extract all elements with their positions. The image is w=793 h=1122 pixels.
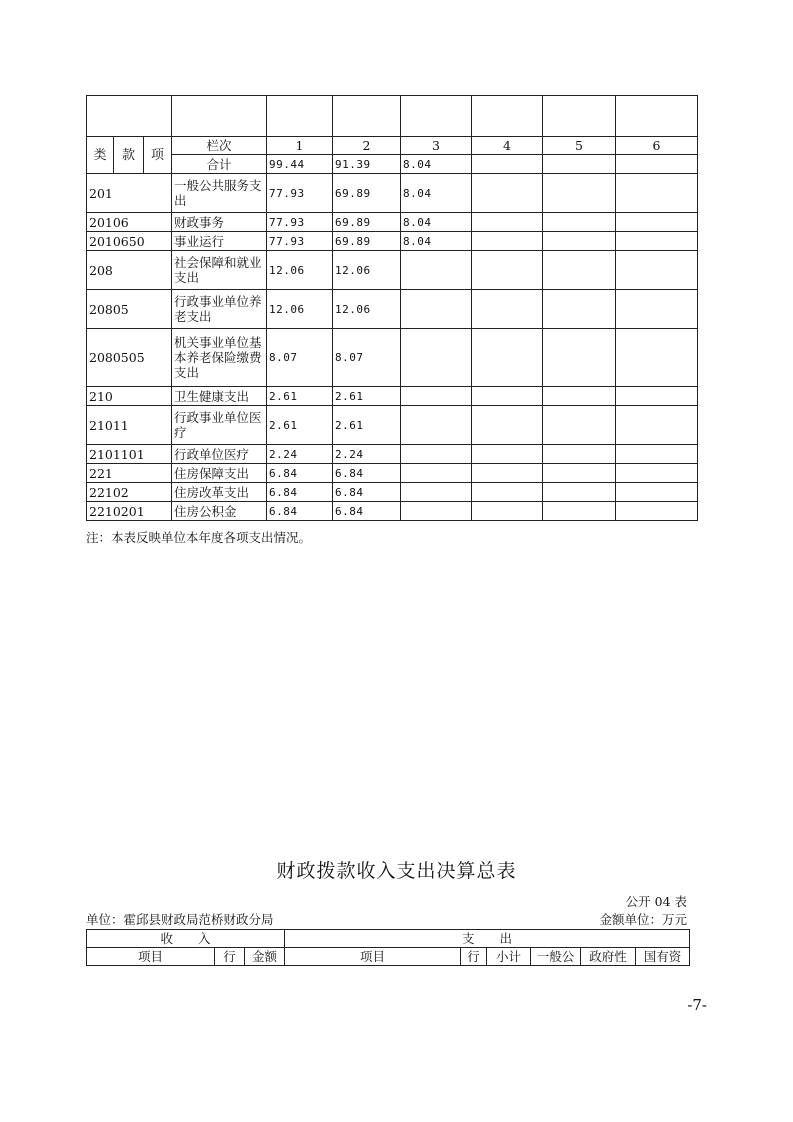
row-name: 行政事业单位养老支出 (172, 290, 267, 329)
row-code: 2101101 (87, 445, 172, 464)
row-value (543, 406, 616, 445)
row-value (401, 502, 472, 521)
row-code: 20106 (87, 213, 172, 232)
row-value: 2.61 (267, 387, 333, 406)
expense-header: 支 出 (285, 930, 690, 948)
row-value: 69.89 (333, 232, 401, 251)
column-number: 2 (333, 137, 401, 155)
row-value (543, 502, 616, 521)
row-value (472, 464, 543, 483)
table-row (87, 406, 698, 445)
row-value: 12.06 (333, 251, 401, 290)
row-name: 机关事业单位基本养老保险缴费支出 (172, 329, 267, 387)
row-name: 住房改革支出 (172, 483, 267, 502)
row-name: 行政单位医疗 (172, 445, 267, 464)
blank-cell (543, 96, 616, 137)
row-value: 12.06 (267, 251, 333, 290)
total-value (616, 155, 698, 174)
row-value: 6.84 (267, 502, 333, 521)
row-value (472, 483, 543, 502)
row-name: 行政事业单位医疗 (172, 406, 267, 445)
expense-col-header: 政府性 (581, 948, 636, 966)
expenditure-detail-table (86, 95, 698, 521)
row-value (543, 232, 616, 251)
row-value (543, 483, 616, 502)
row-value: 69.89 (333, 174, 401, 213)
row-value (472, 213, 543, 232)
total-value (472, 155, 543, 174)
expense-col-header: 行 (461, 948, 487, 966)
blank-cell (616, 96, 698, 137)
row-value (616, 329, 698, 387)
row-value: 6.84 (333, 502, 401, 521)
column-number: 4 (472, 137, 543, 155)
table-row (87, 483, 698, 502)
row-value: 2.24 (267, 445, 333, 464)
blank-cell (401, 96, 472, 137)
row-value (472, 251, 543, 290)
row-name: 社会保障和就业支出 (172, 251, 267, 290)
row-value (543, 174, 616, 213)
row-name: 财政事务 (172, 213, 267, 232)
row-value: 2.61 (333, 387, 401, 406)
table-row (87, 213, 698, 232)
page-number: -7- (687, 996, 707, 1014)
row-value (616, 251, 698, 290)
row-value (401, 290, 472, 329)
row-value (472, 174, 543, 213)
row-value (401, 387, 472, 406)
row-value (472, 406, 543, 445)
row-value (543, 290, 616, 329)
table-row (87, 290, 698, 329)
row-value: 6.84 (267, 483, 333, 502)
column-number: 1 (267, 137, 333, 155)
row-value (472, 232, 543, 251)
row-value (543, 464, 616, 483)
amount-unit: 金额单位：万元 (599, 912, 687, 927)
total-value: 91.39 (333, 155, 401, 174)
table-code: 公开 04 表 (625, 894, 687, 909)
row-value: 2.61 (267, 406, 333, 445)
row-value (401, 445, 472, 464)
row-value: 2.24 (333, 445, 401, 464)
section-title: 财政拨款收入支出决算总表 (276, 860, 517, 882)
blank-cell (333, 96, 401, 137)
row-value (472, 387, 543, 406)
row-value (543, 251, 616, 290)
expense-col-header: 一般公 (531, 948, 581, 966)
column-index-label: 栏次 (172, 137, 267, 155)
row-code: 208 (87, 251, 172, 290)
table-row (87, 329, 698, 387)
column-number: 3 (401, 137, 472, 155)
income-expense-summary-table (86, 929, 690, 966)
table-row (87, 387, 698, 406)
row-value: 77.93 (267, 174, 333, 213)
row-name: 住房公积金 (172, 502, 267, 521)
row-value (616, 174, 698, 213)
blank-cell (172, 96, 267, 137)
row-code: 2010650 (87, 232, 172, 251)
summary-group-header-row (87, 930, 690, 948)
table-row (87, 251, 698, 290)
row-value (616, 483, 698, 502)
row-value (616, 464, 698, 483)
table-row (87, 174, 698, 213)
row-value (401, 483, 472, 502)
row-value (616, 290, 698, 329)
total-label: 合计 (172, 155, 267, 174)
row-code: 221 (87, 464, 172, 483)
row-value: 12.06 (333, 290, 401, 329)
total-value (543, 155, 616, 174)
row-name: 事业运行 (172, 232, 267, 251)
table-row (87, 502, 698, 521)
blank-cell (267, 96, 333, 137)
expense-col-header: 项目 (285, 948, 461, 966)
row-code: 22102 (87, 483, 172, 502)
row-value: 8.04 (401, 213, 472, 232)
row-value (472, 445, 543, 464)
column-number: 5 (543, 137, 616, 155)
row-value (401, 251, 472, 290)
row-value (616, 406, 698, 445)
column-number: 6 (616, 137, 698, 155)
row-name: 卫生健康支出 (172, 387, 267, 406)
row-value (401, 464, 472, 483)
category-xiang-label: 项 (144, 137, 172, 174)
row-value (472, 290, 543, 329)
income-header: 收 入 (87, 930, 285, 948)
total-value: 8.04 (401, 155, 472, 174)
row-value (472, 329, 543, 387)
summary-column-header-row (87, 948, 690, 966)
row-value: 77.93 (267, 213, 333, 232)
row-name: 住房保障支出 (172, 464, 267, 483)
row-name: 一般公共服务支出 (172, 174, 267, 213)
row-value (543, 387, 616, 406)
table-note: 注：本表反映单位本年度各项支出情况。 (86, 530, 312, 545)
row-value: 6.84 (333, 464, 401, 483)
row-value (616, 387, 698, 406)
row-value (543, 445, 616, 464)
total-row (87, 155, 698, 174)
row-code: 2080505 (87, 329, 172, 387)
table-row (87, 464, 698, 483)
row-code: 21011 (87, 406, 172, 445)
row-value: 8.04 (401, 232, 472, 251)
row-code: 201 (87, 174, 172, 213)
row-code: 20805 (87, 290, 172, 329)
row-value: 8.07 (333, 329, 401, 387)
row-value (543, 329, 616, 387)
row-value (543, 213, 616, 232)
blank-cell (87, 96, 172, 137)
row-value (401, 406, 472, 445)
column-number-row (87, 137, 698, 155)
row-value: 6.84 (267, 464, 333, 483)
income-col-header: 金额 (245, 948, 285, 966)
row-value (616, 232, 698, 251)
header-blank-row (87, 96, 698, 137)
row-value (616, 213, 698, 232)
expense-col-header: 小计 (487, 948, 531, 966)
row-code: 210 (87, 387, 172, 406)
row-value (401, 329, 472, 387)
row-value: 77.93 (267, 232, 333, 251)
row-value (616, 502, 698, 521)
row-value (472, 502, 543, 521)
row-code: 2210201 (87, 502, 172, 521)
category-kuan-label: 款 (114, 137, 144, 174)
table-row (87, 232, 698, 251)
table-row (87, 445, 698, 464)
income-col-header: 行 (215, 948, 245, 966)
income-col-header: 项目 (87, 948, 215, 966)
row-value: 8.07 (267, 329, 333, 387)
row-value: 8.04 (401, 174, 472, 213)
total-value: 99.44 (267, 155, 333, 174)
expense-col-header: 国有资 (636, 948, 690, 966)
blank-cell (472, 96, 543, 137)
category-lei-label: 类 (87, 137, 114, 174)
row-value: 69.89 (333, 213, 401, 232)
row-value: 6.84 (333, 483, 401, 502)
row-value: 2.61 (333, 406, 401, 445)
reporting-unit: 单位：霍邱县财政局范桥财政分局 (86, 912, 274, 927)
row-value (616, 445, 698, 464)
row-value: 12.06 (267, 290, 333, 329)
